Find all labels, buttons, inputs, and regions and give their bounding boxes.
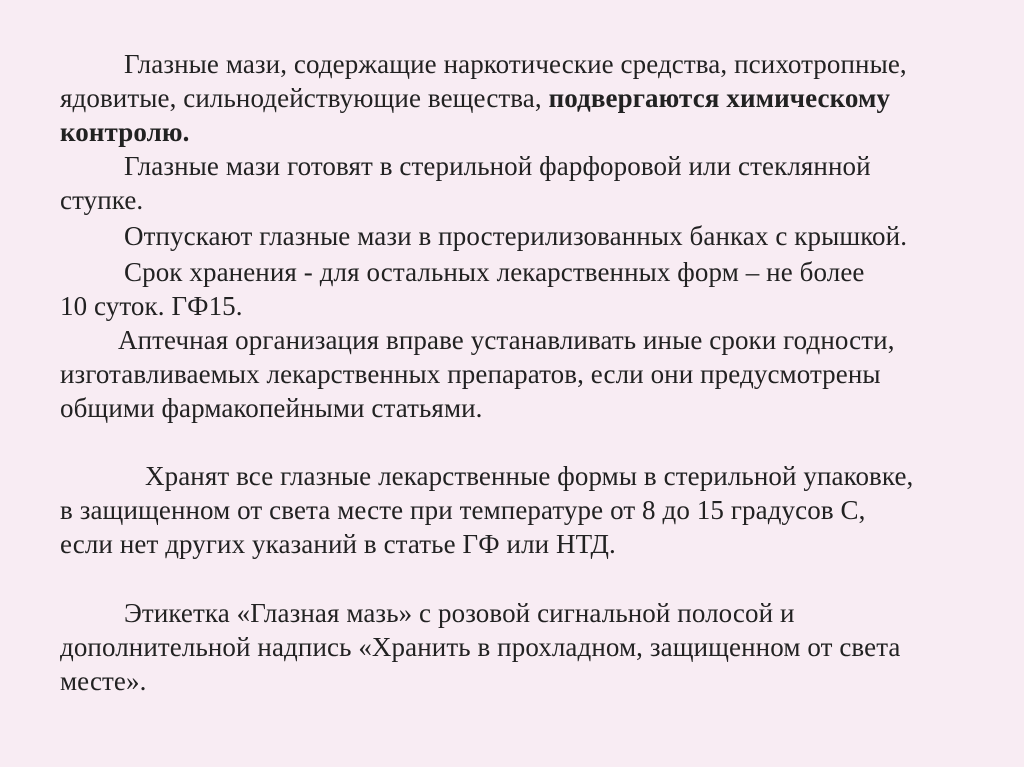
paragraph-1-line-3-bold: контролю. [60, 117, 190, 147]
paragraph-7-line-3: месте». [60, 666, 147, 696]
paragraph-5-line-1: Аптечная организация вправе устанавливать иные сроки годности, [118, 325, 895, 355]
paragraph-2-line-1: Глазные мази готовят в стерильной фарфоровой или стеклянной [124, 151, 871, 181]
paragraph-4-line-1: Срок хранения - для остальных лекарственных форм – не более [124, 257, 865, 287]
paragraph-1-line-2-normal: ядовитые, сильнодействующие вещества, [60, 83, 549, 113]
paragraph-1-line-2-bold: подвергаются химическому [548, 83, 891, 113]
paragraph-1-line-1: Глазные мази, содержащие наркотические средства, психотропные, [124, 49, 907, 79]
paragraph-1-line-2 [60, 81, 890, 115]
paragraph-2-line-2: ступке. [60, 185, 144, 215]
paragraph-5-line-3: общими фармакопейными статьями. [60, 393, 483, 423]
paragraph-5-line-2: изготавливаемых лекарственных препаратов, если они предусмотрены [60, 359, 881, 389]
paragraph-3-line-1: Отпускают глазные мази в простерилизованных банках с крышкой. [124, 221, 908, 251]
paragraph-4-line-2: 10 суток. ГФ15. [60, 291, 243, 321]
paragraph-6-line-3: если нет других указаний в статье ГФ или НТД. [60, 529, 616, 559]
paragraph-7-line-2: дополнительной надпись «Хранить в прохладном, защищенном от света [60, 632, 901, 662]
paragraph-6-line-2: в защищенном от света месте при температуре от 8 до 15 градусов С, [60, 495, 866, 525]
paragraph-7-line-1: Этикетка «Глазная мазь» с розовой сигнальной полосой и [124, 598, 795, 628]
paragraph-6-line-1: Хранят все глазные лекарственные формы в стерильной упаковке, [145, 461, 914, 491]
